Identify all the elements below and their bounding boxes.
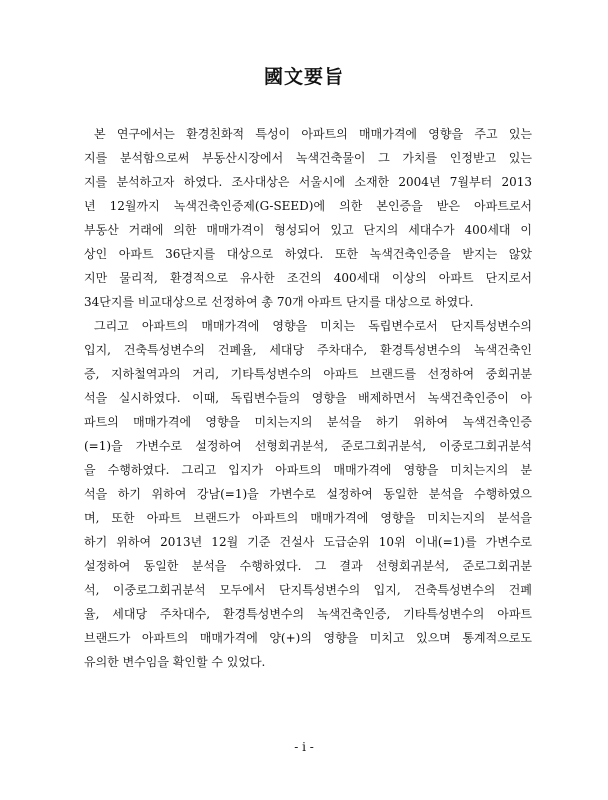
text-line: (=1)을 가변수로 설정하여 선형회귀분석, 준로그회귀분석, 이중로그회귀분석 <box>84 439 532 453</box>
text-line: 설정하여 동일한 분석을 수행하였다. 그 결과 선형회귀분석, 준로그회귀분 <box>84 559 532 573</box>
abstract-body <box>84 122 532 674</box>
text-line: 며, 또한 아파트 브랜드가 아파트의 매매가격에 영향을 미치는지의 분석을 <box>84 511 532 525</box>
text-line: 석을 하기 위하여 강남(=1)을 가변수로 설정하여 동일한 분석을 수행하였으 <box>84 487 532 501</box>
text-line: 34단지를 비교대상으로 선정하여 총 70개 아파트 단지를 대상으로 하였다. <box>84 295 474 309</box>
text-line: 석, 이중로그회귀분석 모두에서 단지특성변수의 입지, 건축특성변수의 건폐 <box>84 583 532 597</box>
text-line: 본 연구에서는 환경친화적 특성이 아파트의 매매가격에 영향을 주고 있는 <box>94 127 532 141</box>
text-line: 하기 위하여 2013년 12월 기준 건설사 도급순위 10위 이내(=1)를 가변수로 <box>84 535 532 549</box>
text-line: 지를 분석함으로써 부동산시장에서 녹색건축물이 그 가치를 인정받고 있는 <box>84 151 532 165</box>
text-line: 상인 아파트 36단지를 대상으로 하였다. 또한 녹색건축인증을 받지는 않았 <box>84 247 532 261</box>
text-line: 지만 물리적, 환경적으로 유사한 조건의 400세대 이상의 아파트 단지로서 <box>84 271 532 285</box>
text-line: 부동산 거래에 의한 매매가격이 형성되어 있고 단지의 세대수가 400세대 이 <box>84 223 532 237</box>
text-line: 그리고 아파트의 매매가격에 영향을 미치는 독립변수로서 단지특성변수의 <box>94 319 532 333</box>
text-line: 석을 실시하였다. 이때, 독립변수들의 영향을 배제하면서 녹색건축인증이 아 <box>84 391 532 405</box>
text-line: 증, 지하철역과의 거리, 기타특성변수의 아파트 브랜드를 선정하여 중회귀분 <box>84 367 532 381</box>
text-line: 유의한 변수임을 확인할 수 있었다. <box>84 655 266 669</box>
text-line: 입지, 건축특성변수의 건폐율, 세대당 주차대수, 환경특성변수의 녹색건축인 <box>84 343 532 357</box>
text-line: 브랜드가 아파트의 매매가격에 양(+)의 영향을 미치고 있으며 통계적으로도 <box>84 631 532 645</box>
page-number: - i - <box>294 740 314 754</box>
page-title: 國文要旨 <box>263 66 344 88</box>
text-line: 년 12월까지 녹색건축인증제(G-SEED)에 의한 본인증을 받은 아파트로서 <box>84 199 532 213</box>
text-line: 지를 분석하고자 하였다. 조사대상은 서울시에 소재한 2004년 7월부터 2013 <box>84 175 532 189</box>
text-line: 율, 세대당 주차대수, 환경특성변수의 녹색건축인증, 기타특성변수의 아파트 <box>84 607 532 621</box>
text-line: 파트의 매매가격에 영향을 미치는지의 분석을 하기 위하여 녹색건축인증 <box>84 415 532 429</box>
text-line: 을 수행하였다. 그리고 입지가 아파트의 매매가격에 영향을 미치는지의 분 <box>84 463 532 477</box>
